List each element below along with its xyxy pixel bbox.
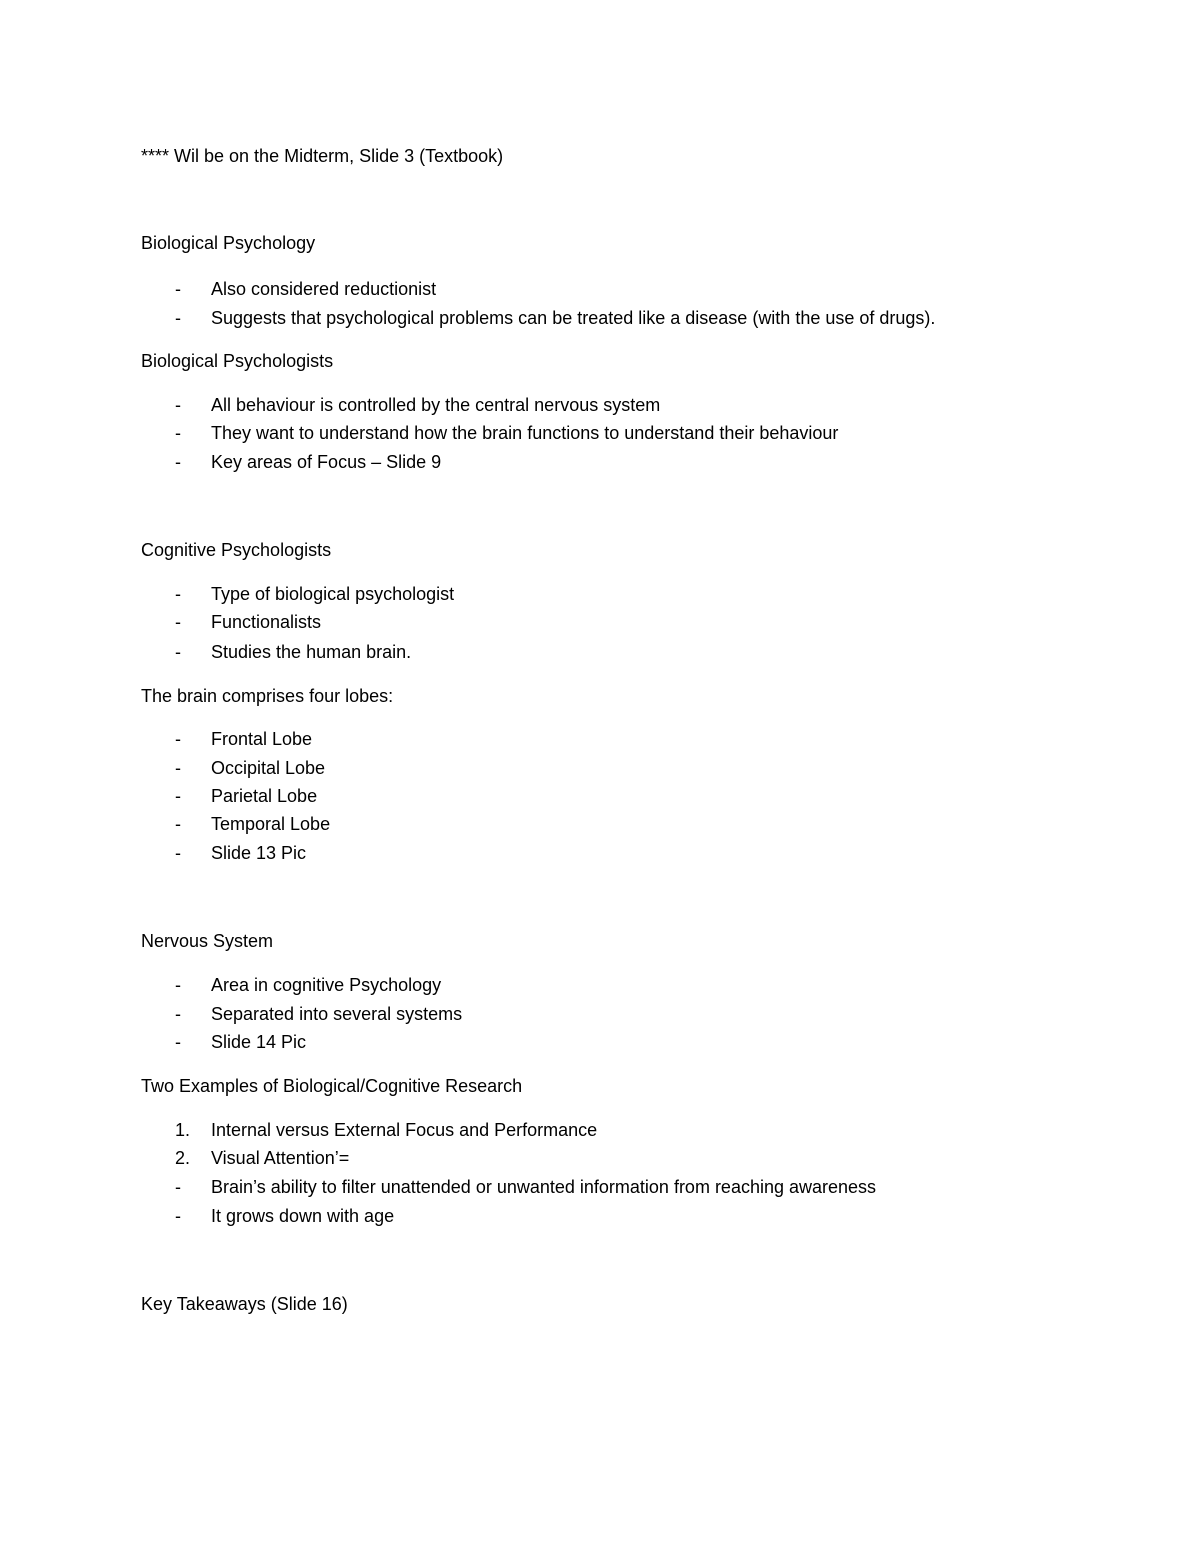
section-heading-key-takeaways: Key Takeaways (Slide 16)	[141, 1294, 348, 1314]
bullet-marker: -	[175, 786, 181, 806]
bullet-marker: -	[175, 452, 181, 472]
numbered-list-item: Visual Attention’=	[211, 1148, 350, 1168]
numbered-marker: 2.	[175, 1148, 191, 1168]
numbered-marker: 1.	[175, 1120, 191, 1140]
bullet-marker: -	[175, 975, 181, 995]
bullet-marker: -	[175, 423, 181, 443]
list-item: Studies the human brain.	[211, 642, 412, 662]
bullet-marker: -	[175, 279, 181, 299]
section-heading-brain-lobes: The brain comprises four lobes:	[141, 686, 394, 706]
numbered-list-item: Internal versus External Focus and Performance	[211, 1120, 598, 1140]
list-item: Type of biological psychologist	[211, 584, 455, 604]
list-item: Parietal Lobe	[211, 786, 318, 806]
bullet-marker: -	[175, 584, 181, 604]
bullet-marker: -	[175, 1206, 181, 1226]
list-item: Brain’s ability to filter unattended or unwanted information from reaching awareness	[211, 1177, 877, 1197]
section-heading-biological-psychologists: Biological Psychologists	[141, 351, 334, 371]
bullet-marker: -	[175, 642, 181, 662]
section-heading-research-examples: Two Examples of Biological/Cognitive Research	[141, 1076, 523, 1096]
bullet-marker: -	[175, 1004, 181, 1024]
bullet-marker: -	[175, 843, 181, 863]
list-item: Temporal Lobe	[211, 814, 331, 834]
list-item: They want to understand how the brain functions to understand their behaviour	[211, 423, 839, 443]
list-item: Occipital Lobe	[211, 758, 326, 778]
list-item: Slide 13 Pic	[211, 843, 307, 863]
bullet-marker: -	[175, 308, 181, 328]
list-item: Separated into several systems	[211, 1004, 463, 1024]
list-item: Frontal Lobe	[211, 729, 313, 749]
list-item: Area in cognitive Psychology	[211, 975, 442, 995]
list-item: Also considered reductionist	[211, 279, 437, 299]
section-heading-biological-psychology: Biological Psychology	[141, 233, 316, 253]
list-item: Suggests that psychological problems can be treated like a disease (with the use of drugs).	[211, 308, 936, 328]
bullet-marker: -	[175, 395, 181, 415]
section-heading-cognitive-psychologists: Cognitive Psychologists	[141, 540, 332, 560]
list-item: All behaviour is controlled by the central nervous system	[211, 395, 661, 415]
list-item: Key areas of Focus – Slide 9	[211, 452, 442, 472]
list-item: It grows down with age	[211, 1206, 395, 1226]
list-item: Slide 14 Pic	[211, 1032, 307, 1052]
bullet-marker: -	[175, 1032, 181, 1052]
bullet-marker: -	[175, 1177, 181, 1197]
midterm-note: **** Wil be on the Midterm, Slide 3 (Textbook)	[141, 146, 504, 166]
bullet-marker: -	[175, 758, 181, 778]
bullet-marker: -	[175, 729, 181, 749]
list-item: Functionalists	[211, 612, 322, 632]
section-heading-nervous-system: Nervous System	[141, 931, 274, 951]
bullet-marker: -	[175, 612, 181, 632]
bullet-marker: -	[175, 814, 181, 834]
